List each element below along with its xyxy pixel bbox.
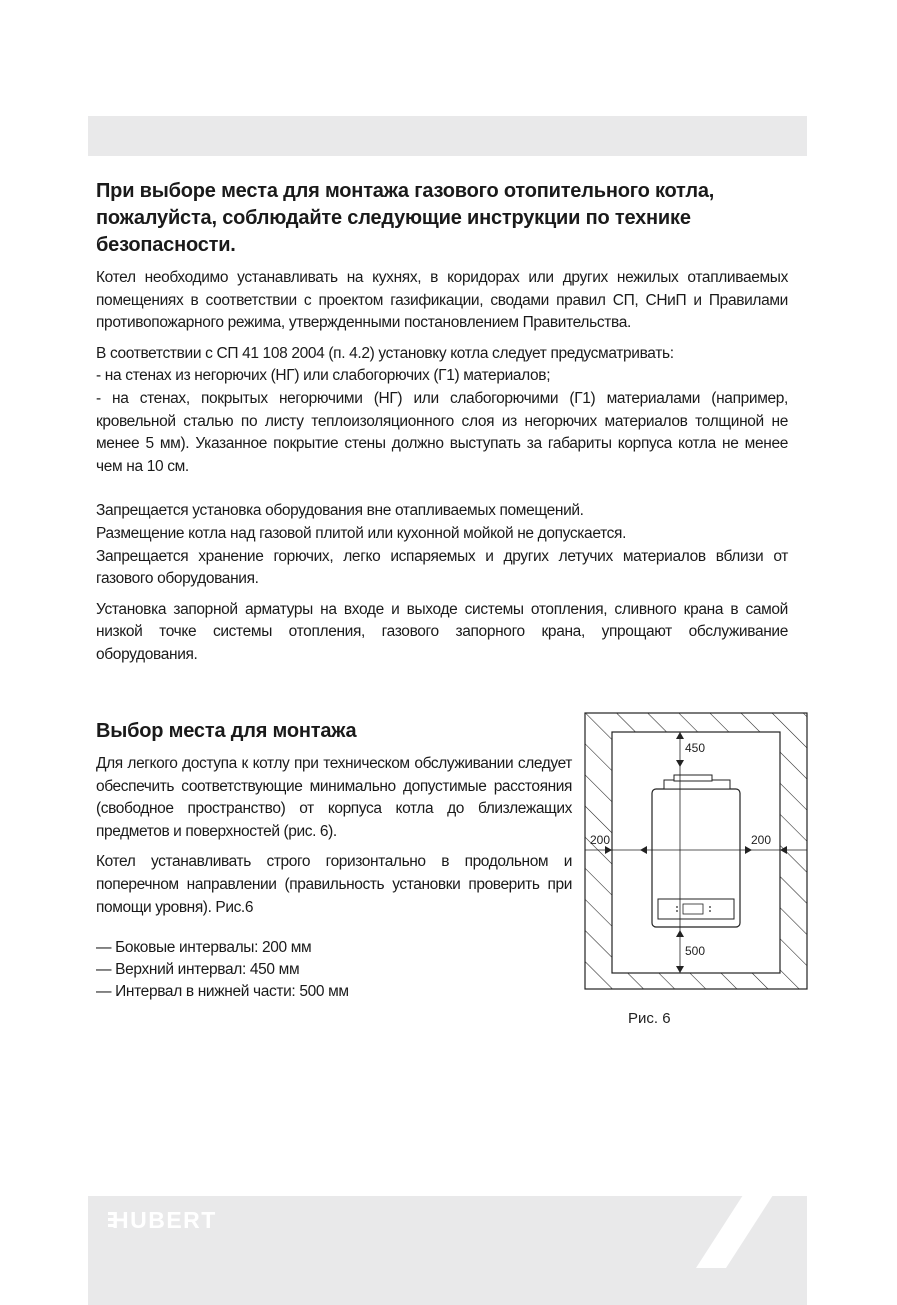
clearance-diagram-svg [584, 712, 808, 990]
top-clearance-label: 450 [685, 741, 706, 755]
boiler-icon [652, 775, 740, 927]
mounting-location-section [96, 718, 572, 1003]
text-line: В соответствии с СП 41 108 2004 (п. 4.2) установку котла следует предусматривать: [96, 344, 674, 362]
text-line: - на стенах, покрытых негорючими (НГ) или слабогорючими (Г1) материалами (например, кровельной сталью по листу теплоизоляционного слоя из негорючих материалов толщиной не менее 5 мм). Указанное покрытие стены должно выступать за габариты корпуса котла не менее чем на 10 см. [96, 389, 788, 475]
prohibitions-paragraph [96, 500, 788, 590]
leveling-paragraph: Котел устанавливать строго горизонтально в продольном и поперечном направлении (правильность установки проверить при помощи уровня). Рис.6 [96, 853, 572, 916]
bottom-clearance-label: 500 [685, 944, 706, 958]
clearance-list [96, 937, 572, 1003]
wall-requirements-paragraph [96, 343, 788, 479]
installation-rooms-paragraph: Котел необходимо устанавливать на кухнях, в коридорах или других нежилых отапливаемых помещениях в соответствии с проектом газификации, сводами правил СП, СНиП и Правилами противопожарного режима, утвержденными постановлением Правительства. [96, 269, 788, 332]
list-item: — Интервал в нижней части: 500 мм [96, 983, 349, 1001]
safety-heading: При выборе места для монтажа газового отопительного котла, пожалуйста, соблюдайте следующие инструкции по технике безопасности. [96, 180, 715, 256]
left-clearance-label: 200 [590, 833, 611, 847]
hubert-logo-svg [108, 1206, 268, 1236]
text-line: Размещение котла над газовой плитой или кухонной мойкой не допускается. [96, 524, 627, 542]
text-line: Запрещается хранение горючих, легко испаряемых и других летучих материалов вблизи от газового оборудования. [96, 547, 788, 588]
list-item: — Верхний интервал: 450 мм [96, 961, 300, 979]
text-line: - на стенах из негорючих (НГ) или слабогорючих (Г1) материалов; [96, 367, 551, 385]
hubert-logo [108, 1206, 268, 1241]
decorative-slashes [696, 1178, 792, 1273]
shutoff-valves-paragraph: Установка запорной арматуры на входе и выходе системы отопления, сливного крана в самой низкой точке системы отопления, газового запорного крана, упрощают обслуживание оборудования. [96, 600, 788, 663]
logo-text: HUBERT [112, 1207, 217, 1233]
mounting-heading: Выбор места для монтажа [96, 720, 357, 742]
figure-caption: Рис. 6 [628, 1010, 671, 1027]
text-line: Запрещается установка оборудования вне отапливаемых помещений. [96, 502, 584, 520]
clearance-paragraph: Для легкого доступа к котлу при техническом обслуживании следует обеспечить соответствующие минимально допустимые расстояния (свободное пространство) от корпуса котла до близлежащих предметов и поверхностей (рис. 6). [96, 755, 572, 840]
clearance-diagram [584, 712, 808, 990]
right-clearance-label: 200 [751, 833, 772, 847]
safety-section [96, 178, 788, 675]
header-band [88, 116, 807, 156]
list-item: — Боковые интервалы: 200 мм [96, 939, 312, 957]
